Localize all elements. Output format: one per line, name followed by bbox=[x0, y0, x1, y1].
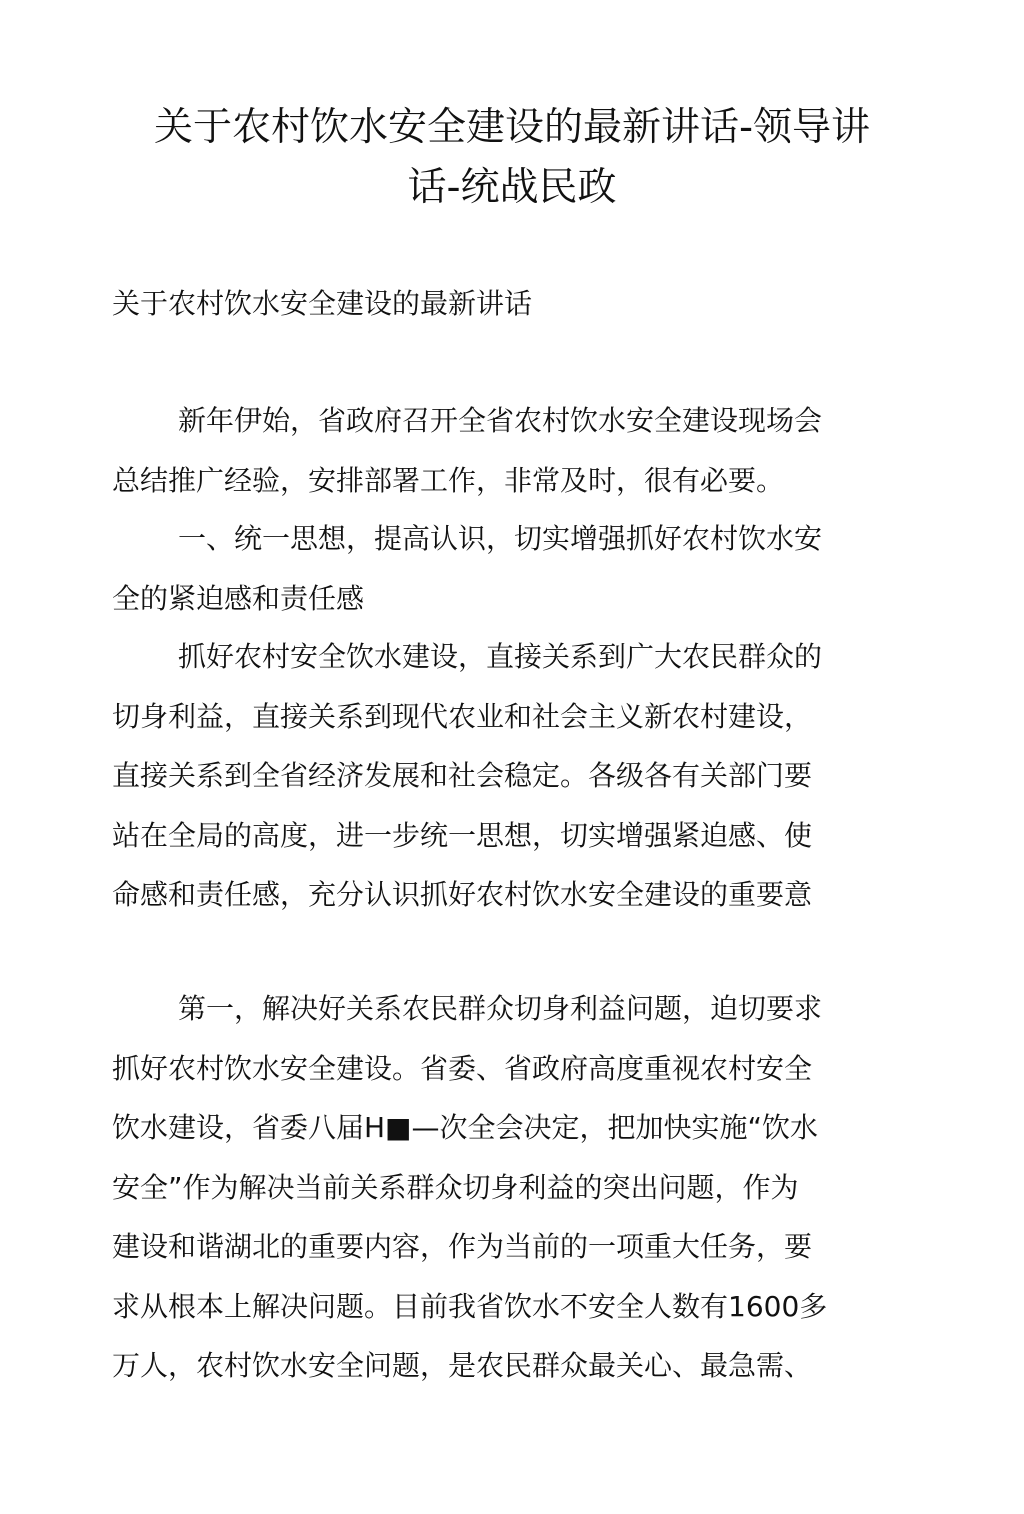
paragraph-line: 新年伊始，省政府召开全省农村饮水安全建设现场会 bbox=[178, 404, 823, 437]
paragraph-line: 切身利益，直接关系到现代农业和社会主义新农村建设， bbox=[112, 699, 813, 733]
body-paragraph bbox=[112, 627, 912, 925]
paragraph-line: 命感和责任感，充分认识抓好农村饮水安全建设的重要意 bbox=[112, 878, 813, 911]
paragraph-line: 总结推广经验，安排部署工作，非常及时，很有必要。 bbox=[112, 463, 785, 497]
paragraph-line: 全的紧迫感和责任感 bbox=[112, 581, 365, 615]
paragraph-line: 第一，解决好关系农民群众切身利益问题，迫切要求 bbox=[178, 992, 823, 1025]
paragraph-line: 建设和谐湖北的重要内容，作为当前的一项重大任务，要 bbox=[112, 1230, 813, 1263]
paragraph-line: 站在全局的高度，进一步统一思想，切实增强紧迫感、使 bbox=[112, 818, 813, 852]
document-title-line-2: 话-统战民政 bbox=[407, 165, 617, 210]
section-heading-paragraph bbox=[112, 509, 912, 628]
document-title-line-1: 关于农村饮水安全建设的最新讲话-领导讲 bbox=[153, 105, 871, 150]
paragraph-line: 抓好农村安全饮水建设，直接关系到广大农民群众的 bbox=[178, 640, 823, 673]
paragraph-line: 抓好农村饮水安全建设。省委、省政府高度重视农村安全 bbox=[112, 1051, 813, 1085]
paragraph-line: 饮水建设，省委八届H■—次全会决定，把加快实施“饮水 bbox=[112, 1111, 819, 1144]
paragraph-line: 一、统一思想，提高认识，切实增强抓好农村饮水安 bbox=[178, 522, 823, 555]
paragraph-line: 万人，农村饮水安全问题，是农民群众最关心、最急需、 bbox=[112, 1349, 813, 1382]
body-paragraph bbox=[112, 391, 912, 510]
paragraph-line: 安全”作为解决当前关系群众切身利益的突出问题，作为 bbox=[112, 1170, 799, 1204]
document-subtitle: 关于农村饮水安全建设的最新讲话 bbox=[112, 287, 533, 320]
body-paragraph bbox=[112, 979, 912, 1396]
document-title bbox=[100, 98, 924, 218]
paragraph-line: 求从根本上解决问题。目前我省饮水不安全人数有1600多 bbox=[112, 1289, 828, 1323]
paragraph-line: 直接关系到全省经济发展和社会稳定。各级各有关部门要 bbox=[112, 759, 813, 792]
